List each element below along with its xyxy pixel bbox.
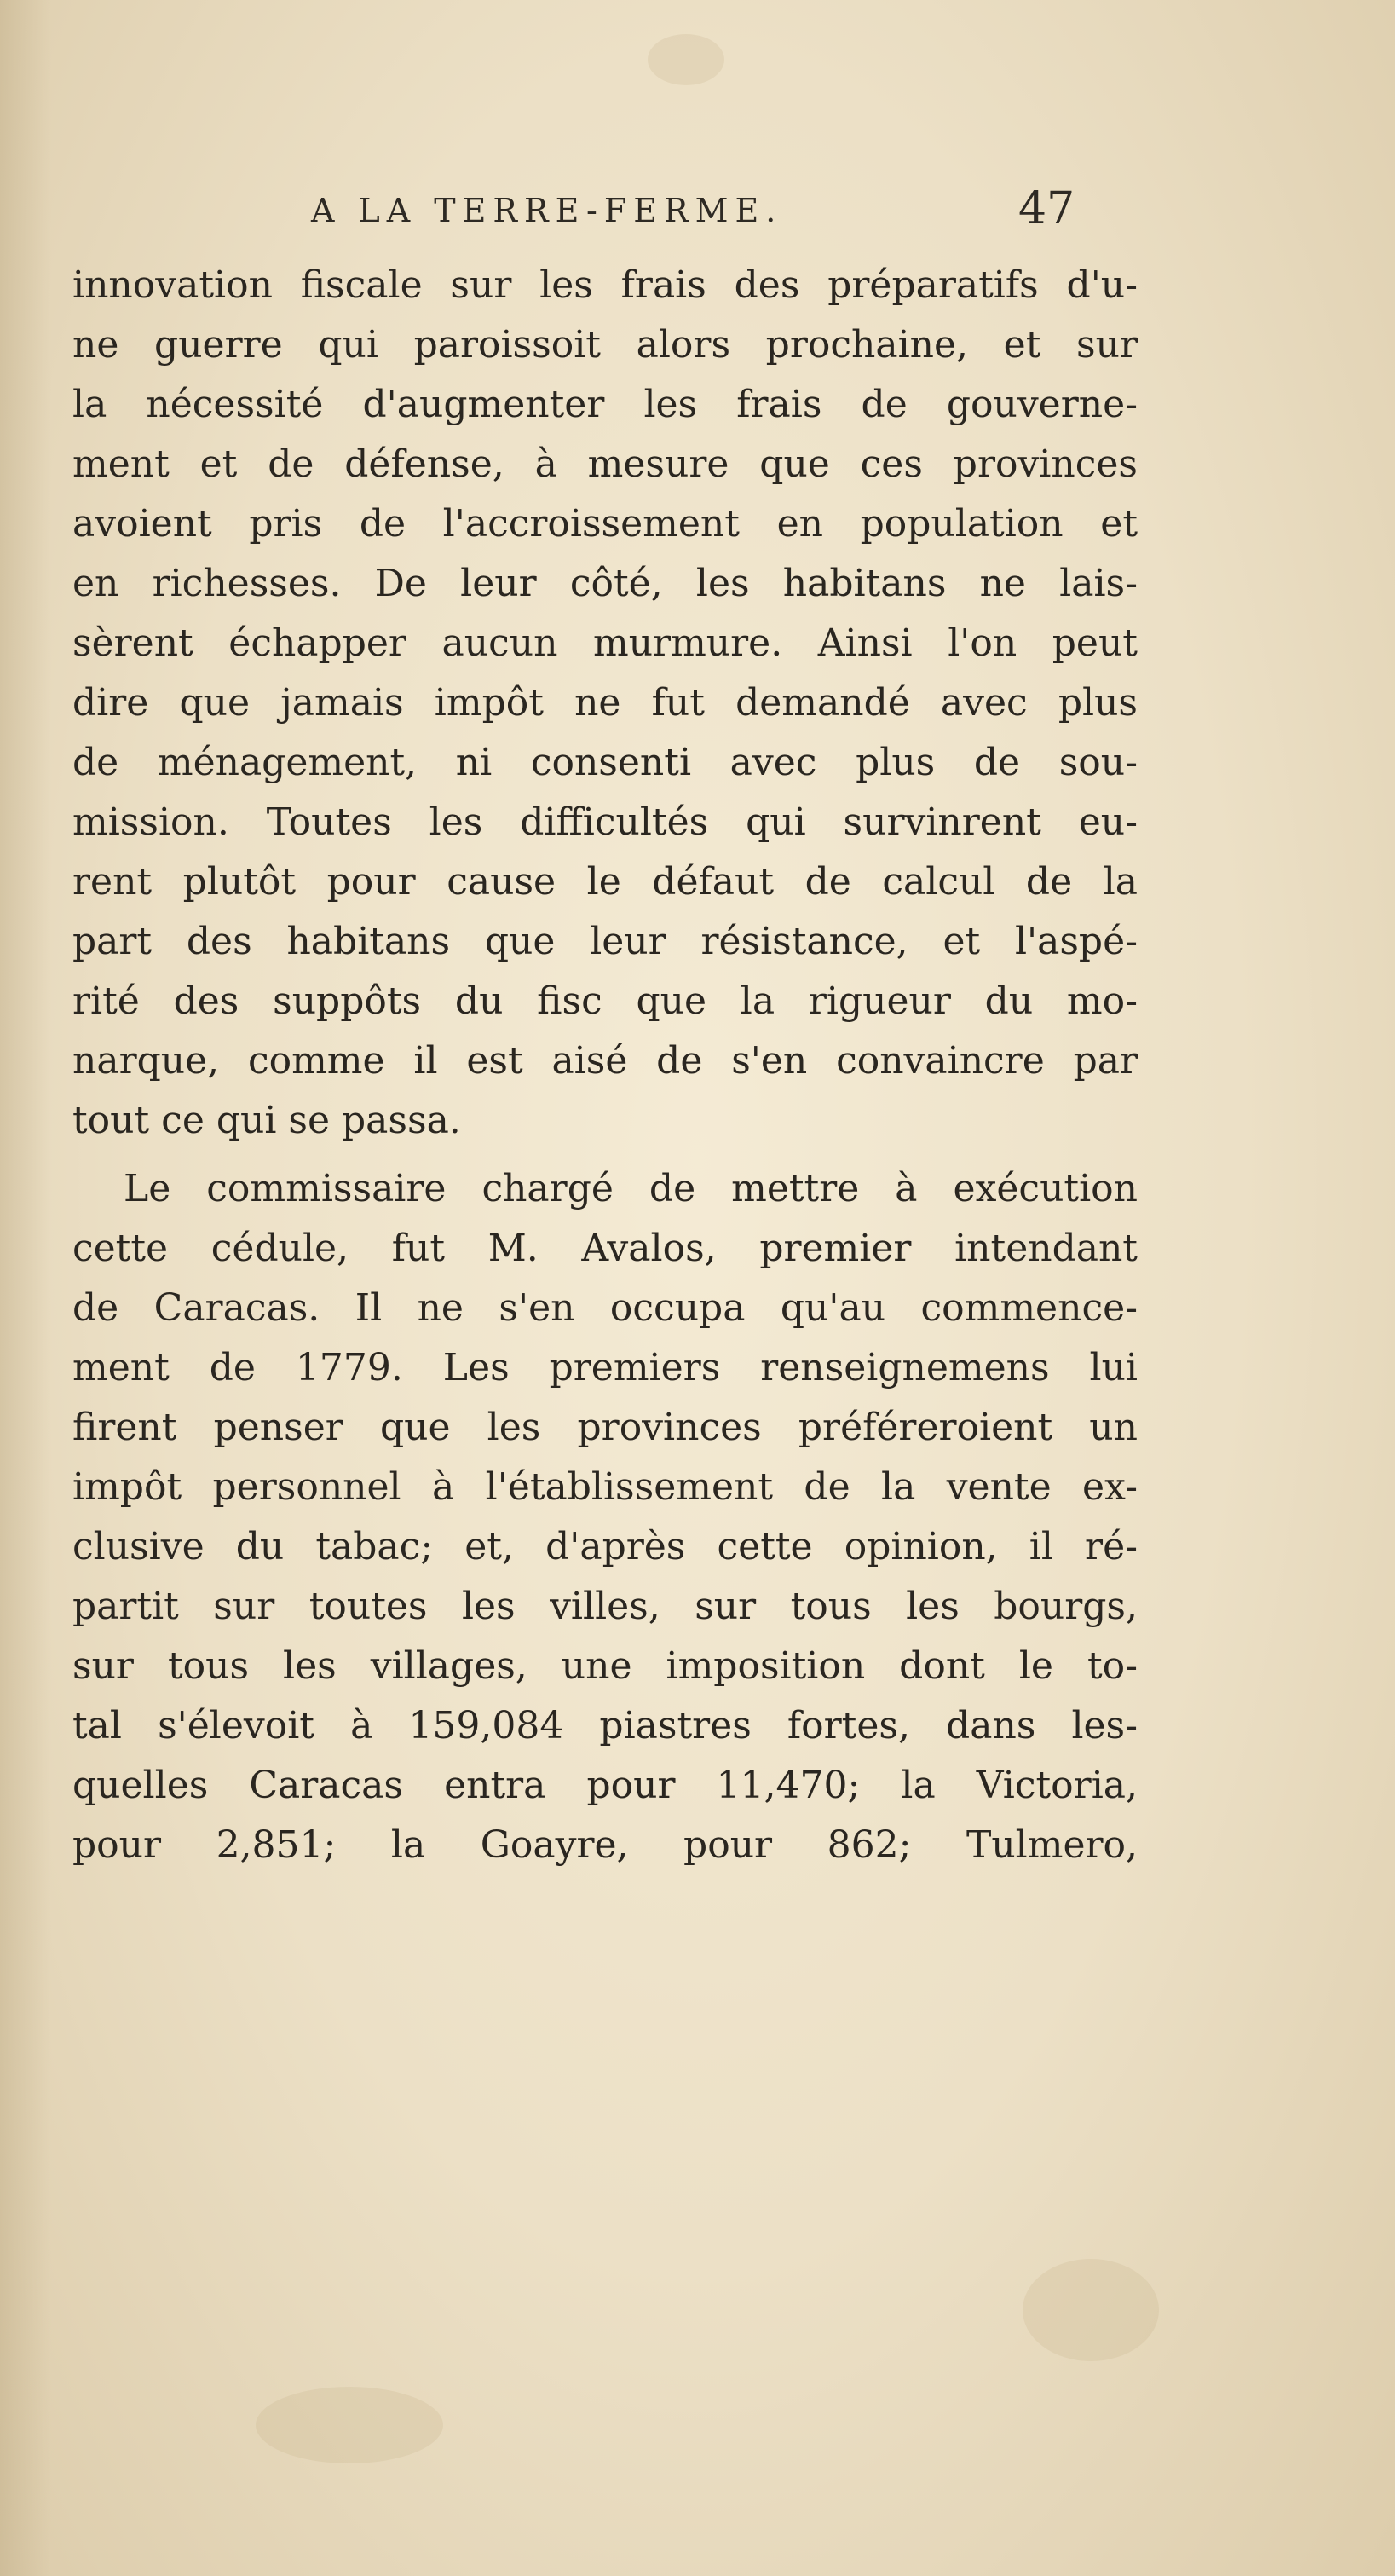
text-line: ne guerre qui paroissoit alors prochaine, et sur (72, 323, 1138, 367)
running-title: A LA TERRE-FERME. (311, 192, 783, 229)
text-line: mission. Toutes les difficultés qui survinrent eu- (72, 800, 1138, 844)
page-number: 47 (1018, 183, 1075, 234)
text-line: en richesses. De leur côté, les habitans ne lais- (72, 562, 1138, 605)
text-line: impôt personnel à l'établissement de la vente ex- (72, 1465, 1138, 1509)
text-line: sur tous les villages, une imposition dont le to- (72, 1644, 1138, 1688)
text-line: avoient pris de l'accroissement en population et (72, 502, 1138, 546)
text-line: cette cédule, fut M. Avalos, premier intendant (72, 1227, 1138, 1270)
paragraph-1 (72, 256, 1138, 1151)
page-edge-shadow (0, 0, 51, 2576)
text-line: rité des suppôts du fisc que la rigueur du mo- (72, 979, 1138, 1023)
text-line: partit sur toutes les villes, sur tous les bourgs, (72, 1585, 1138, 1628)
text-line: rent plutôt pour cause le défaut de calcul de la (72, 860, 1138, 904)
text-line: narque, comme il est aisé de s'en convaincre par (72, 1039, 1138, 1083)
text-line: ment de 1779. Les premiers renseignemens lui (72, 1346, 1138, 1389)
text-line: la nécessité d'augmenter les frais de gouverne- (72, 383, 1138, 426)
paper-stain (1023, 2259, 1159, 2361)
text-line: part des habitans que leur résistance, et l'aspé- (72, 920, 1138, 963)
text-line: innovation fiscale sur les frais des préparatifs d'u- (72, 263, 1138, 307)
text-line: Le commissaire chargé de mettre à exécution (124, 1167, 1138, 1210)
text-line: quelles Caracas entra pour 11,470; la Victoria, (72, 1764, 1138, 1807)
text-line: ment et de défense, à mesure que ces provinces (72, 442, 1138, 486)
body-text (72, 256, 1138, 1875)
paper-stain (648, 34, 724, 85)
text-line: dire que jamais impôt ne fut demandé avec plus (72, 681, 1138, 725)
text-line: pour 2,851; la Goayre, pour 862; Tulmero, (72, 1823, 1138, 1867)
paragraph-2 (72, 1159, 1138, 1875)
text-line: tout ce qui se passa. (72, 1099, 461, 1142)
text-line: de Caracas. Il ne s'en occupa qu'au commence- (72, 1286, 1138, 1330)
text-line: sèrent échapper aucun murmure. Ainsi l'on peut (72, 621, 1138, 665)
text-line: tal s'élevoit à 159,084 piastres fortes, dans les- (72, 1704, 1138, 1747)
text-line: de ménagement, ni consenti avec plus de sou- (72, 741, 1138, 784)
paper-stain (256, 2387, 443, 2463)
text-line: clusive du tabac; et, d'après cette opinion, il ré- (72, 1525, 1138, 1568)
running-head (0, 183, 1395, 243)
text-line: firent penser que les provinces préféreroient un (72, 1406, 1138, 1449)
